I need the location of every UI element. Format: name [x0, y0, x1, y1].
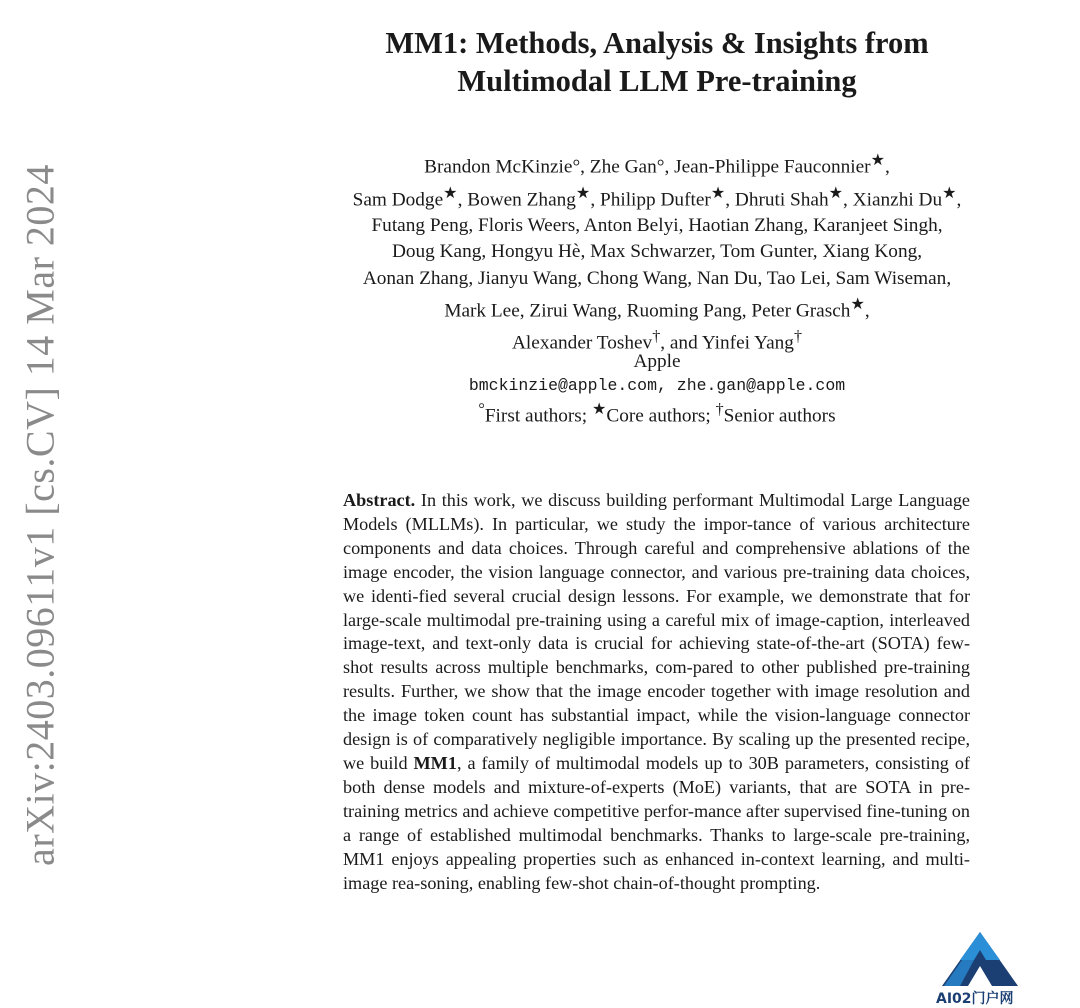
arxiv-identifier: arXiv:2403.09611v1 [cs.CV] 14 Mar 2024: [17, 164, 63, 866]
title-line-2: Multimodal LLM Pre-training: [457, 64, 857, 98]
arxiv-sidebar-stamp: [14, 40, 66, 990]
triangle-a-logo-icon: [930, 930, 1030, 990]
watermark-text: AI02门户网: [936, 991, 1014, 1007]
contact-emails: bmckinzie@apple.com, zhe.gan@apple.com: [468, 376, 846, 395]
organization: Apple: [633, 351, 681, 372]
abstract-body: In this work, we discuss building performant Multimodal Large Language Models (MLLMs). In particular, we study the impor-tance of various architecture components and data choices. Through careful and comprehensive ablations of the image encoder, the vision language connector, and various pre-training data choices, we identi-fied several crucial design lessons. For example, we demonstrate that for large-scale multimodal pre-training using a careful mix of image-caption, interleaved image-text, and text-only data is crucial for achieving state-of-the-art (SOTA) few-shot results across multiple benchmarks, com-pared to other published pre-training results. Further, we show that the image encoder together with image resolution and the image token count has substantial impact, while the vision-language connector design is of comparatively negligible importance. By scaling up the presented recipe, we build MM1, a family of multimodal models up to 30B parameters, consisting of both dense models and mixture-of-experts (MoE) variants, that are SOTA in pre-training metrics and achieve competitive perfor-mance after supervised fine-tuning on a range of established multimodal benchmarks. Thanks to large-scale pre-training, MM1 enjoys appealing properties such as enhanced in-context learning, and multi-image rea-soning, enabling few-shot chain-of-thought prompting.: [343, 490, 970, 893]
abstract-label: Abstract.: [343, 490, 416, 510]
author-legend: °First authors; ★Core authors; †Senior authors: [478, 401, 836, 427]
abstract: [343, 489, 970, 895]
affiliation-block: [296, 350, 1018, 428]
site-watermark: [930, 930, 1030, 1006]
title-line-1: MM1: Methods, Analysis & Insights from: [385, 26, 929, 60]
paper-title: [296, 24, 1018, 100]
author-list: Brandon McKinzie°, Zhe Gan°, Jean-Philippe Fauconnier★, Sam Dodge★, Bowen Zhang★, Philipp Dufter★, Dhruti Shah★, Xianzhi Du★, Futang Peng, Floris Weers, Anton Belyi, Haotian Zhang, Karanjeet Singh, Doug Kang, Hongyu Hè, Max Schwarzer, Tom Gunter, Xiang Kong, Aonan Zhang, Jianyu Wang, Chong Wang, Nan Du, Tao Lei, Sam Wiseman, Mark Lee, Zirui Wang, Ruoming Pang, Peter Grasch★, Alexander Toshev†, and Yinfei Yang†: [352, 152, 962, 354]
